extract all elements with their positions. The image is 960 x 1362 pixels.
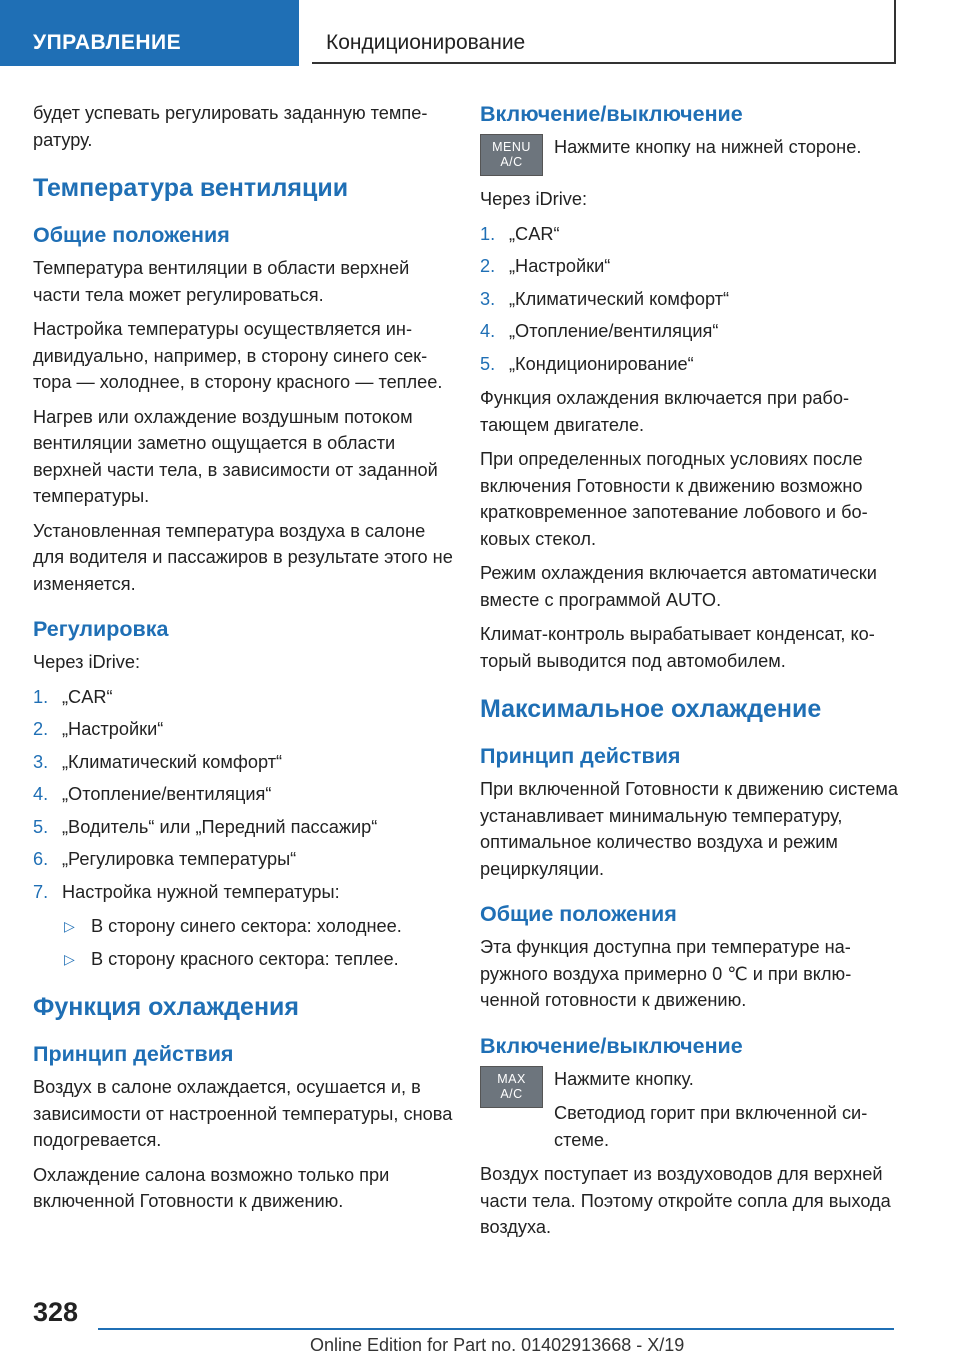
steps-list — [33, 684, 453, 973]
steps-list — [480, 221, 900, 378]
paragraph: Климат-контроль вырабатывает конденсат, который выводится под автомобилем. — [480, 624, 875, 671]
step-number: 2. — [480, 256, 496, 276]
list-item — [33, 879, 453, 973]
step-number: 5. — [33, 816, 49, 837]
heading-general: Общие положения — [480, 902, 677, 926]
list-item — [480, 318, 900, 345]
step-text: „Отопление/вентиляция“ — [62, 784, 272, 804]
step-text: „Настройки“ — [509, 256, 611, 276]
press-instruction: Нажмите кнопку на нижней стороне. — [554, 137, 862, 157]
heading-max-cooling: Максимальное охлаждение — [480, 695, 822, 723]
sub-list-item — [62, 946, 453, 973]
step-number: 5. — [480, 353, 496, 374]
paragraph: При включенной Готовности к движению система устанавливает минимальную температуру, оптимальное количество воздуха и режим рециркуляции. — [480, 779, 898, 879]
step-text: „Отопление/вентиляция“ — [509, 321, 719, 341]
paragraph: Воздух поступает из воздуховодов для верхней части тела. Поэтому откройте сопла для выхода воздуха. — [480, 1164, 891, 1237]
step-text: „CAR“ — [509, 223, 560, 244]
heading-on-off: Включение/выключение — [480, 1033, 743, 1058]
step-number: 3. — [480, 288, 496, 309]
paragraph: Воздух в салоне охлаждается, осушается и, в зависимости от настроенной температуры, снова подогревается. — [33, 1077, 453, 1150]
section-tab: УПРАВЛЕНИЕ — [0, 0, 299, 66]
triangle-bullet-icon: ▷ — [64, 918, 75, 934]
topic-title: Кондиционирование — [312, 0, 896, 64]
step-number: 6. — [33, 849, 49, 869]
intro-text: будет успевать регулировать заданную температуру. — [33, 103, 428, 150]
paragraph: При определенных погодных условиях после включения Готовности к движению возможно кратковременное запотевание лобового и боковых стекол. — [480, 449, 868, 549]
sub-item-text: В сторону синего сектора: холоднее. — [91, 916, 402, 936]
step-text: „Климатический комфорт“ — [62, 751, 283, 772]
step-text: „Регулировка температуры“ — [62, 849, 297, 869]
step-text: „Кондиционирование“ — [509, 353, 694, 374]
paragraph: Функция охлаждения включается при работающем двигателе. — [480, 388, 850, 435]
list-item — [33, 846, 453, 873]
list-item — [33, 716, 453, 743]
left-column — [33, 100, 453, 1223]
step-number: 3. — [33, 751, 49, 772]
via-idrive: Через iDrive: — [33, 652, 140, 672]
list-item — [480, 253, 900, 280]
list-item — [480, 351, 900, 378]
list-item — [480, 286, 900, 313]
step-number: 4. — [480, 321, 496, 341]
list-item — [33, 749, 453, 776]
heading-on-off: Включение/выключение — [480, 102, 743, 126]
paragraph: Температура вентиляции в области верхней части тела может регулироваться. — [33, 258, 410, 305]
paragraph: Настройка температуры осуществляется индивидуально, например, в сторону синего сектора — холоднее, в сторону красного — теплее. — [33, 319, 443, 392]
step-number: 7. — [33, 881, 49, 902]
step-number: 4. — [33, 784, 49, 804]
step-text: „Водитель“ или „Передний пассажир“ — [62, 816, 378, 837]
heading-adjustment: Регулировка — [33, 617, 169, 641]
heading-cooling-function: Функция охлаждения — [33, 993, 300, 1021]
footer-divider — [98, 1328, 894, 1330]
heading-principle: Принцип действия — [480, 744, 681, 768]
step-number: 1. — [480, 223, 496, 244]
paragraph: Нагрев или охлаждение воздушным потоком вентиляции заметно ощущается в области верхней части тела, в зависимости от заданной температуры. — [33, 406, 438, 506]
right-column — [480, 100, 900, 1249]
edition-note: Online Edition for Part no. 01402913668 - X/19 — [310, 1335, 685, 1355]
sub-item-text: В сторону красного сектора: теплее. — [91, 948, 399, 969]
menu-ac-button-icon: MENU A/C — [480, 134, 543, 176]
step-text: „CAR“ — [62, 686, 113, 707]
heading-principle: Принцип действия — [33, 1042, 234, 1066]
led-indicator-text: Светодиод горит при включенной системе. — [554, 1103, 868, 1150]
list-item — [33, 684, 453, 711]
press-instruction: Нажмите кнопку. — [554, 1068, 694, 1089]
via-idrive: Через iDrive: — [480, 189, 587, 209]
heading-general: Общие положения — [33, 223, 230, 247]
sub-list — [62, 913, 453, 972]
page-header — [0, 0, 960, 66]
list-item — [33, 781, 453, 808]
step-text: „Климатический комфорт“ — [509, 288, 730, 309]
paragraph: Эта функция доступна при температуре наружного воздуха примерно 0 ℃ и при включенной готовности к движению. — [480, 937, 852, 1010]
max-ac-button-icon: MAX A/C — [480, 1066, 543, 1108]
list-item — [33, 814, 453, 841]
paragraph: Охлаждение салона возможно только при включенной Готовности к движению. — [33, 1164, 390, 1211]
step-number: 2. — [33, 719, 49, 739]
step-text: „Настройки“ — [62, 719, 164, 739]
page-number: 328 — [33, 1297, 79, 1327]
list-item — [480, 221, 900, 248]
triangle-bullet-icon: ▷ — [64, 950, 75, 967]
button-instruction — [480, 134, 900, 178]
paragraph: Установленная температура воздуха в салоне для водителя и пассажиров в результате этого не изменяется. — [33, 520, 453, 594]
paragraph: Режим охлаждения включается автоматически вместе с программой AUTO. — [480, 563, 877, 610]
heading-vent-temperature: Температура вентиляции — [33, 174, 349, 202]
sub-list-item — [62, 913, 453, 940]
button-instruction — [480, 1066, 900, 1154]
step-text: Настройка нужной температуры: — [62, 881, 340, 902]
step-number: 1. — [33, 686, 49, 707]
